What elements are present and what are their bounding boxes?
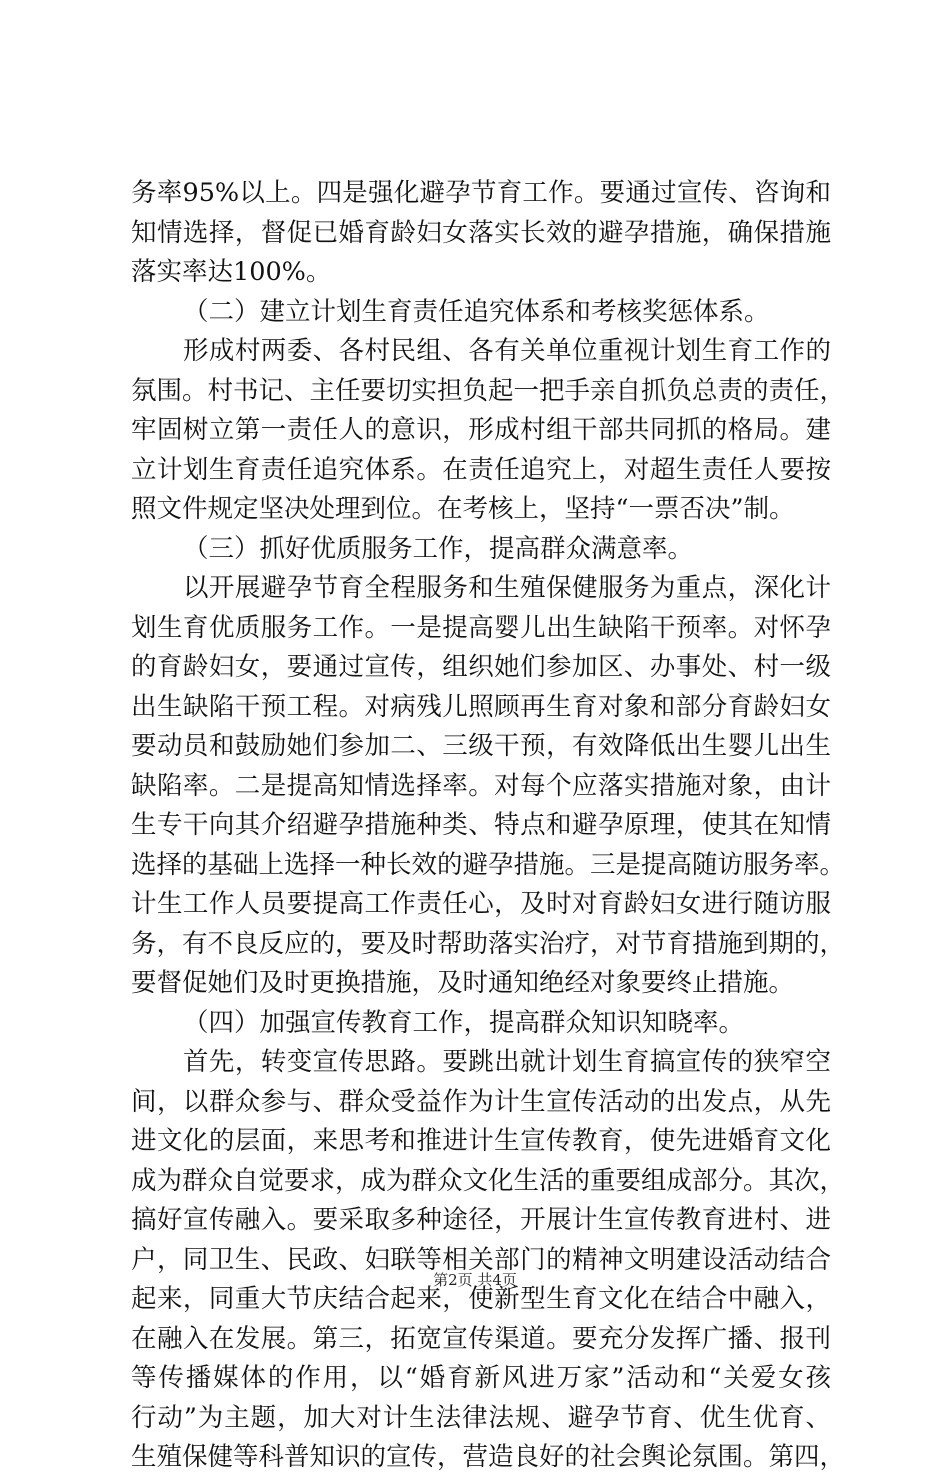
section-heading: （二）建立计划生育责任追究体系和考核奖惩体系。 <box>183 296 770 327</box>
text-line: 生专干向其介绍避孕措施种类、特点和避孕原理，使其在知情 <box>131 810 831 840</box>
text-line: 行动”为主题，加大对计生法律法规、避孕节育、优生优育、 <box>131 1402 831 1433</box>
section-heading: （三）抓好优质服务工作，提高群众满意率。 <box>183 533 694 564</box>
text-line: 生殖保健等科普知识的宣传，营造良好的社会舆论氛围。第四， <box>131 1442 846 1472</box>
text-line: 划生育优质服务工作。一是提高婴儿出生缺陷干预率。对怀孕 <box>131 612 831 643</box>
text-line: 务率95%以上。四是强化避孕节育工作。要通过宣传、咨询和 <box>131 178 831 208</box>
text-line: 出生缺陷干预工程。对病残儿照顾再生育对象和部分育龄妇女 <box>131 691 831 722</box>
text-line: 落实率达100%。 <box>131 257 332 287</box>
text-line: 务，有不良反应的，要及时帮助落实治疗，对节育措施到期的， <box>131 928 846 959</box>
text-line: 缺陷率。二是提高知情选择率。对每个应落实措施对象，由计 <box>131 770 831 801</box>
text-line: 照文件规定坚决处理到位。在考核上，坚持“一票否决”制。 <box>131 494 795 524</box>
text-line: 计生工作人员要提高工作责任心，及时对育龄妇女进行随访服 <box>131 889 831 919</box>
text-line: 成为群众自觉要求，成为群众文化生活的重要组成部分。其次， <box>131 1165 846 1196</box>
text-line: 立计划生育责任追究体系。在责任追究上，对超生责任人要按 <box>131 454 831 485</box>
text-line: 知情选择，督促已婚育龄妇女落实长效的避孕措施，确保措施 <box>131 217 831 248</box>
text-line: 首先，转变宣传思路。要跳出就计划生育搞宣传的狭窄空 <box>183 1047 831 1077</box>
text-line: 的育龄妇女，要通过宣传，组织她们参加区、办事处、村一级 <box>131 652 831 682</box>
text-line: 间，以群众参与、群众受益作为计生宣传活动的出发点，从先 <box>131 1086 831 1117</box>
text-line: 在融入在发展。第三，拓宽宣传渠道。要充分发挥广播、报刊 <box>131 1323 831 1354</box>
text-line: 选择的基础上选择一种长效的避孕措施。三是提高随访服务率。 <box>131 849 846 880</box>
text-line: 形成村两委、各村民组、各有关单位重视计划生育工作的 <box>183 336 831 366</box>
text-line: 要督促她们及时更换措施，及时通知绝经对象要终止措施。 <box>131 968 795 998</box>
section-heading: （四）加强宣传教育工作，提高群众知识知晓率。 <box>183 1007 745 1038</box>
text-line: 等传播媒体的作用，以“婚育新风进万家”活动和“关爱女孩 <box>131 1363 831 1393</box>
text-line: 户，同卫生、民政、妇联等相关部门的精神文明建设活动结合 <box>131 1244 831 1275</box>
text-line: 以开展避孕节育全程服务和生殖保健服务为重点，深化计 <box>183 573 831 603</box>
text-line: 搞好宣传融入。要采取多种途径，开展计生宣传教育进村、进 <box>131 1205 831 1235</box>
text-line: 要动员和鼓励她们参加二、三级干预，有效降低出生婴儿出生 <box>131 731 831 761</box>
page-number-footer: 第2页 共4页 <box>433 1271 517 1289</box>
text-line: 进文化的层面，来思考和推进计生宣传教育，使先进婚育文化 <box>131 1126 831 1156</box>
text-line: 起来，同重大节庆结合起来，使新型生育文化在结合中融入， <box>131 1284 831 1314</box>
text-line: 牢固树立第一责任人的意识，形成村组干部共同抓的格局。建 <box>131 415 831 445</box>
text-line: 氛围。村书记、主任要切实担负起一把手亲自抓负总责的责任， <box>131 375 846 406</box>
